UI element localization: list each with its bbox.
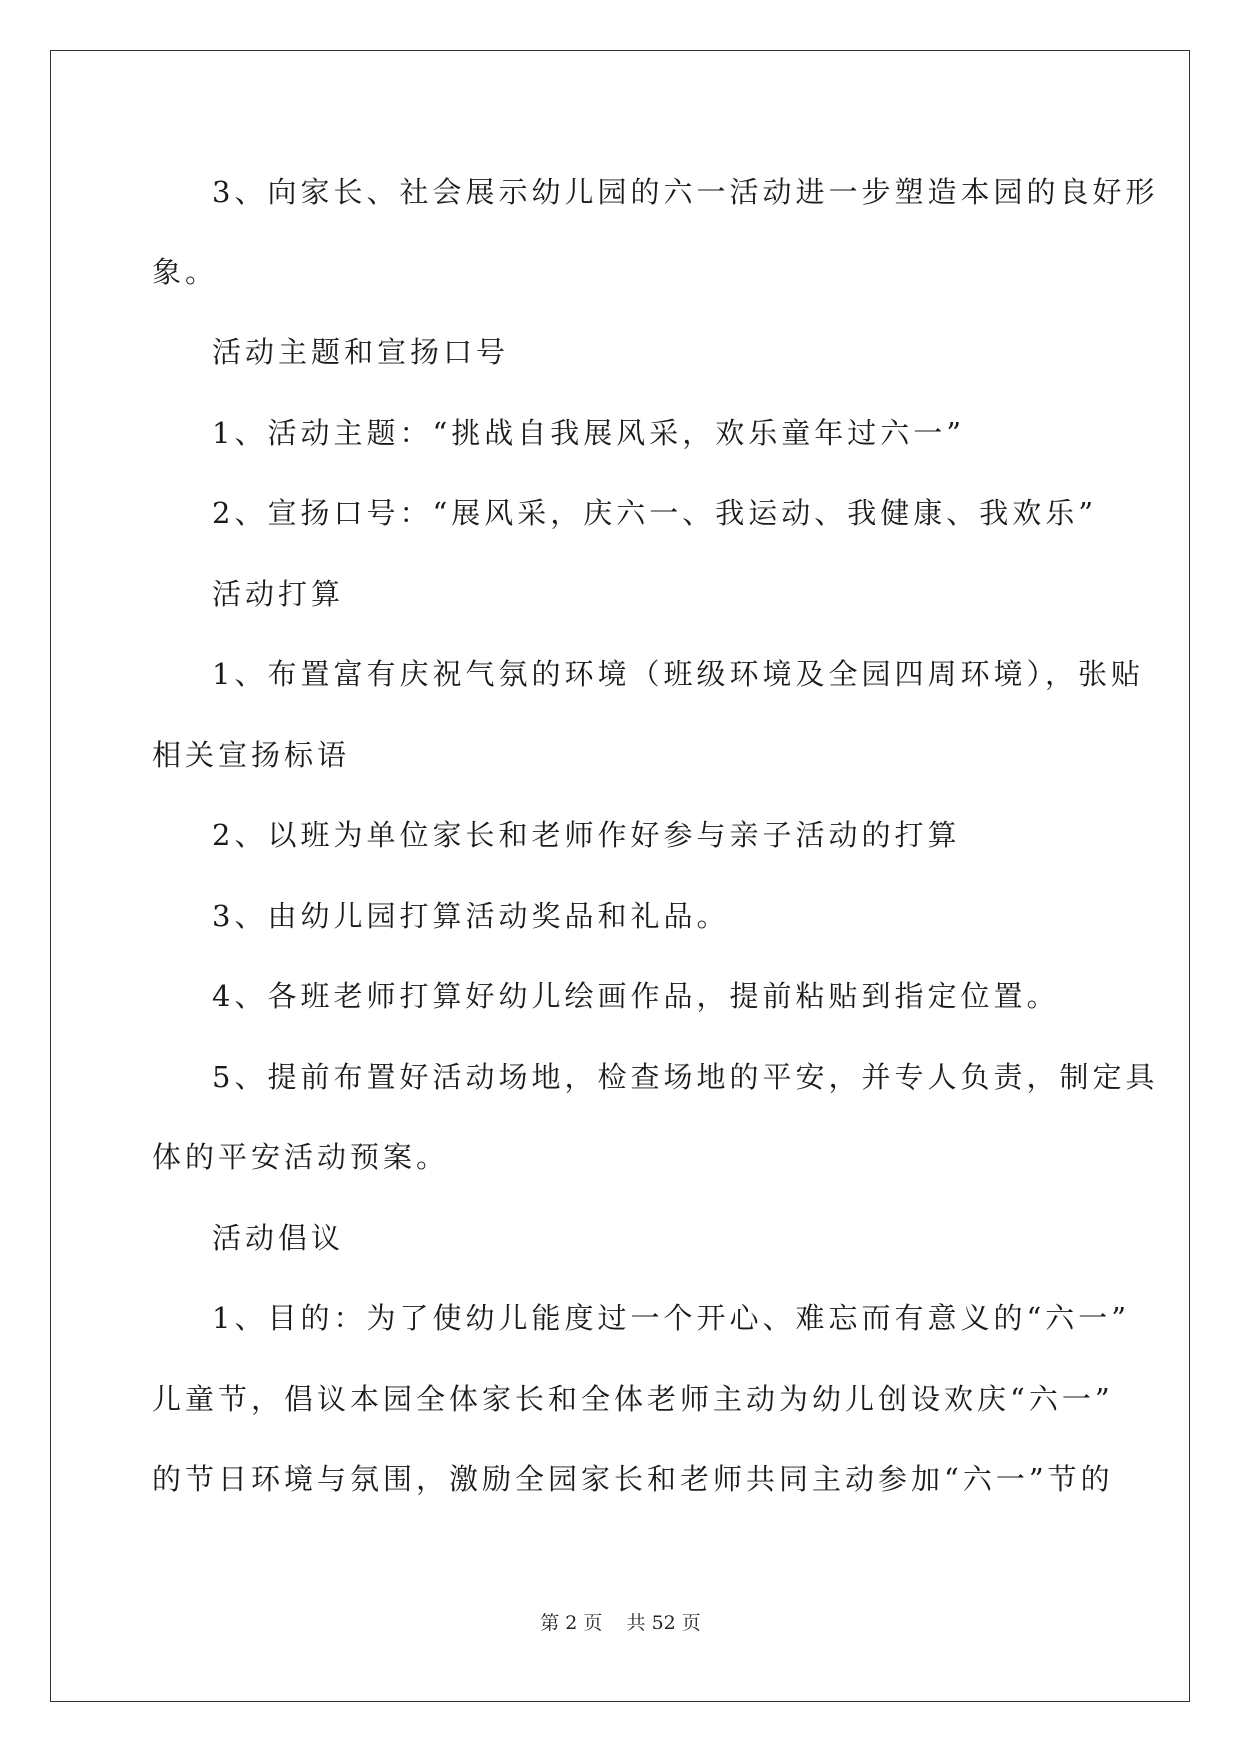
section-heading: 活动打算 (212, 577, 345, 611)
page-number-footer: 第 2 页 共 52 页 (540, 1612, 701, 1634)
paragraph-line: 5、提前布置好活动场地，检查场地的平安，并专人负责，制定具 (212, 1060, 1159, 1094)
paragraph-line: 2、宣扬口号：“展风采，庆六一、我运动、我健康、我欢乐” (212, 496, 1098, 530)
section-heading: 活动倡议 (212, 1221, 345, 1255)
paragraph-line: 1、目的：为了使幼儿能度过一个开心、难忘而有意义的“六一” (212, 1301, 1131, 1335)
paragraph-line: 2、以班为单位家长和老师作好参与亲子活动的打算 (212, 818, 961, 852)
paragraph-line: 的节日环境与氛围，激励全园家长和老师共同主动参加“六一”节的 (152, 1462, 1114, 1496)
paragraph-line: 3、由幼儿园打算活动奖品和礼品。 (212, 899, 730, 933)
paragraph-line: 3、向家长、社会展示幼儿园的六一活动进一步塑造本园的良好形 (212, 175, 1159, 209)
paragraph-line: 1、布置富有庆祝气氛的环境（班级环境及全园四周环境），张贴 (212, 657, 1144, 691)
paragraph-line: 1、活动主题：“挑战自我展风采，欢乐童年过六一” (212, 416, 966, 450)
section-heading: 活动主题和宣扬口号 (212, 335, 510, 369)
paragraph-line: 体的平安活动预案。 (152, 1140, 450, 1174)
page-border (50, 50, 1190, 1702)
paragraph-line: 4、各班老师打算好幼儿绘画作品，提前粘贴到指定位置。 (212, 979, 1060, 1013)
paragraph-line: 相关宣扬标语 (152, 738, 351, 772)
paragraph-line: 象。 (152, 255, 219, 289)
paragraph-line: 儿童节，倡议本园全体家长和全体老师主动为幼儿创设欢庆“六一” (152, 1382, 1114, 1416)
